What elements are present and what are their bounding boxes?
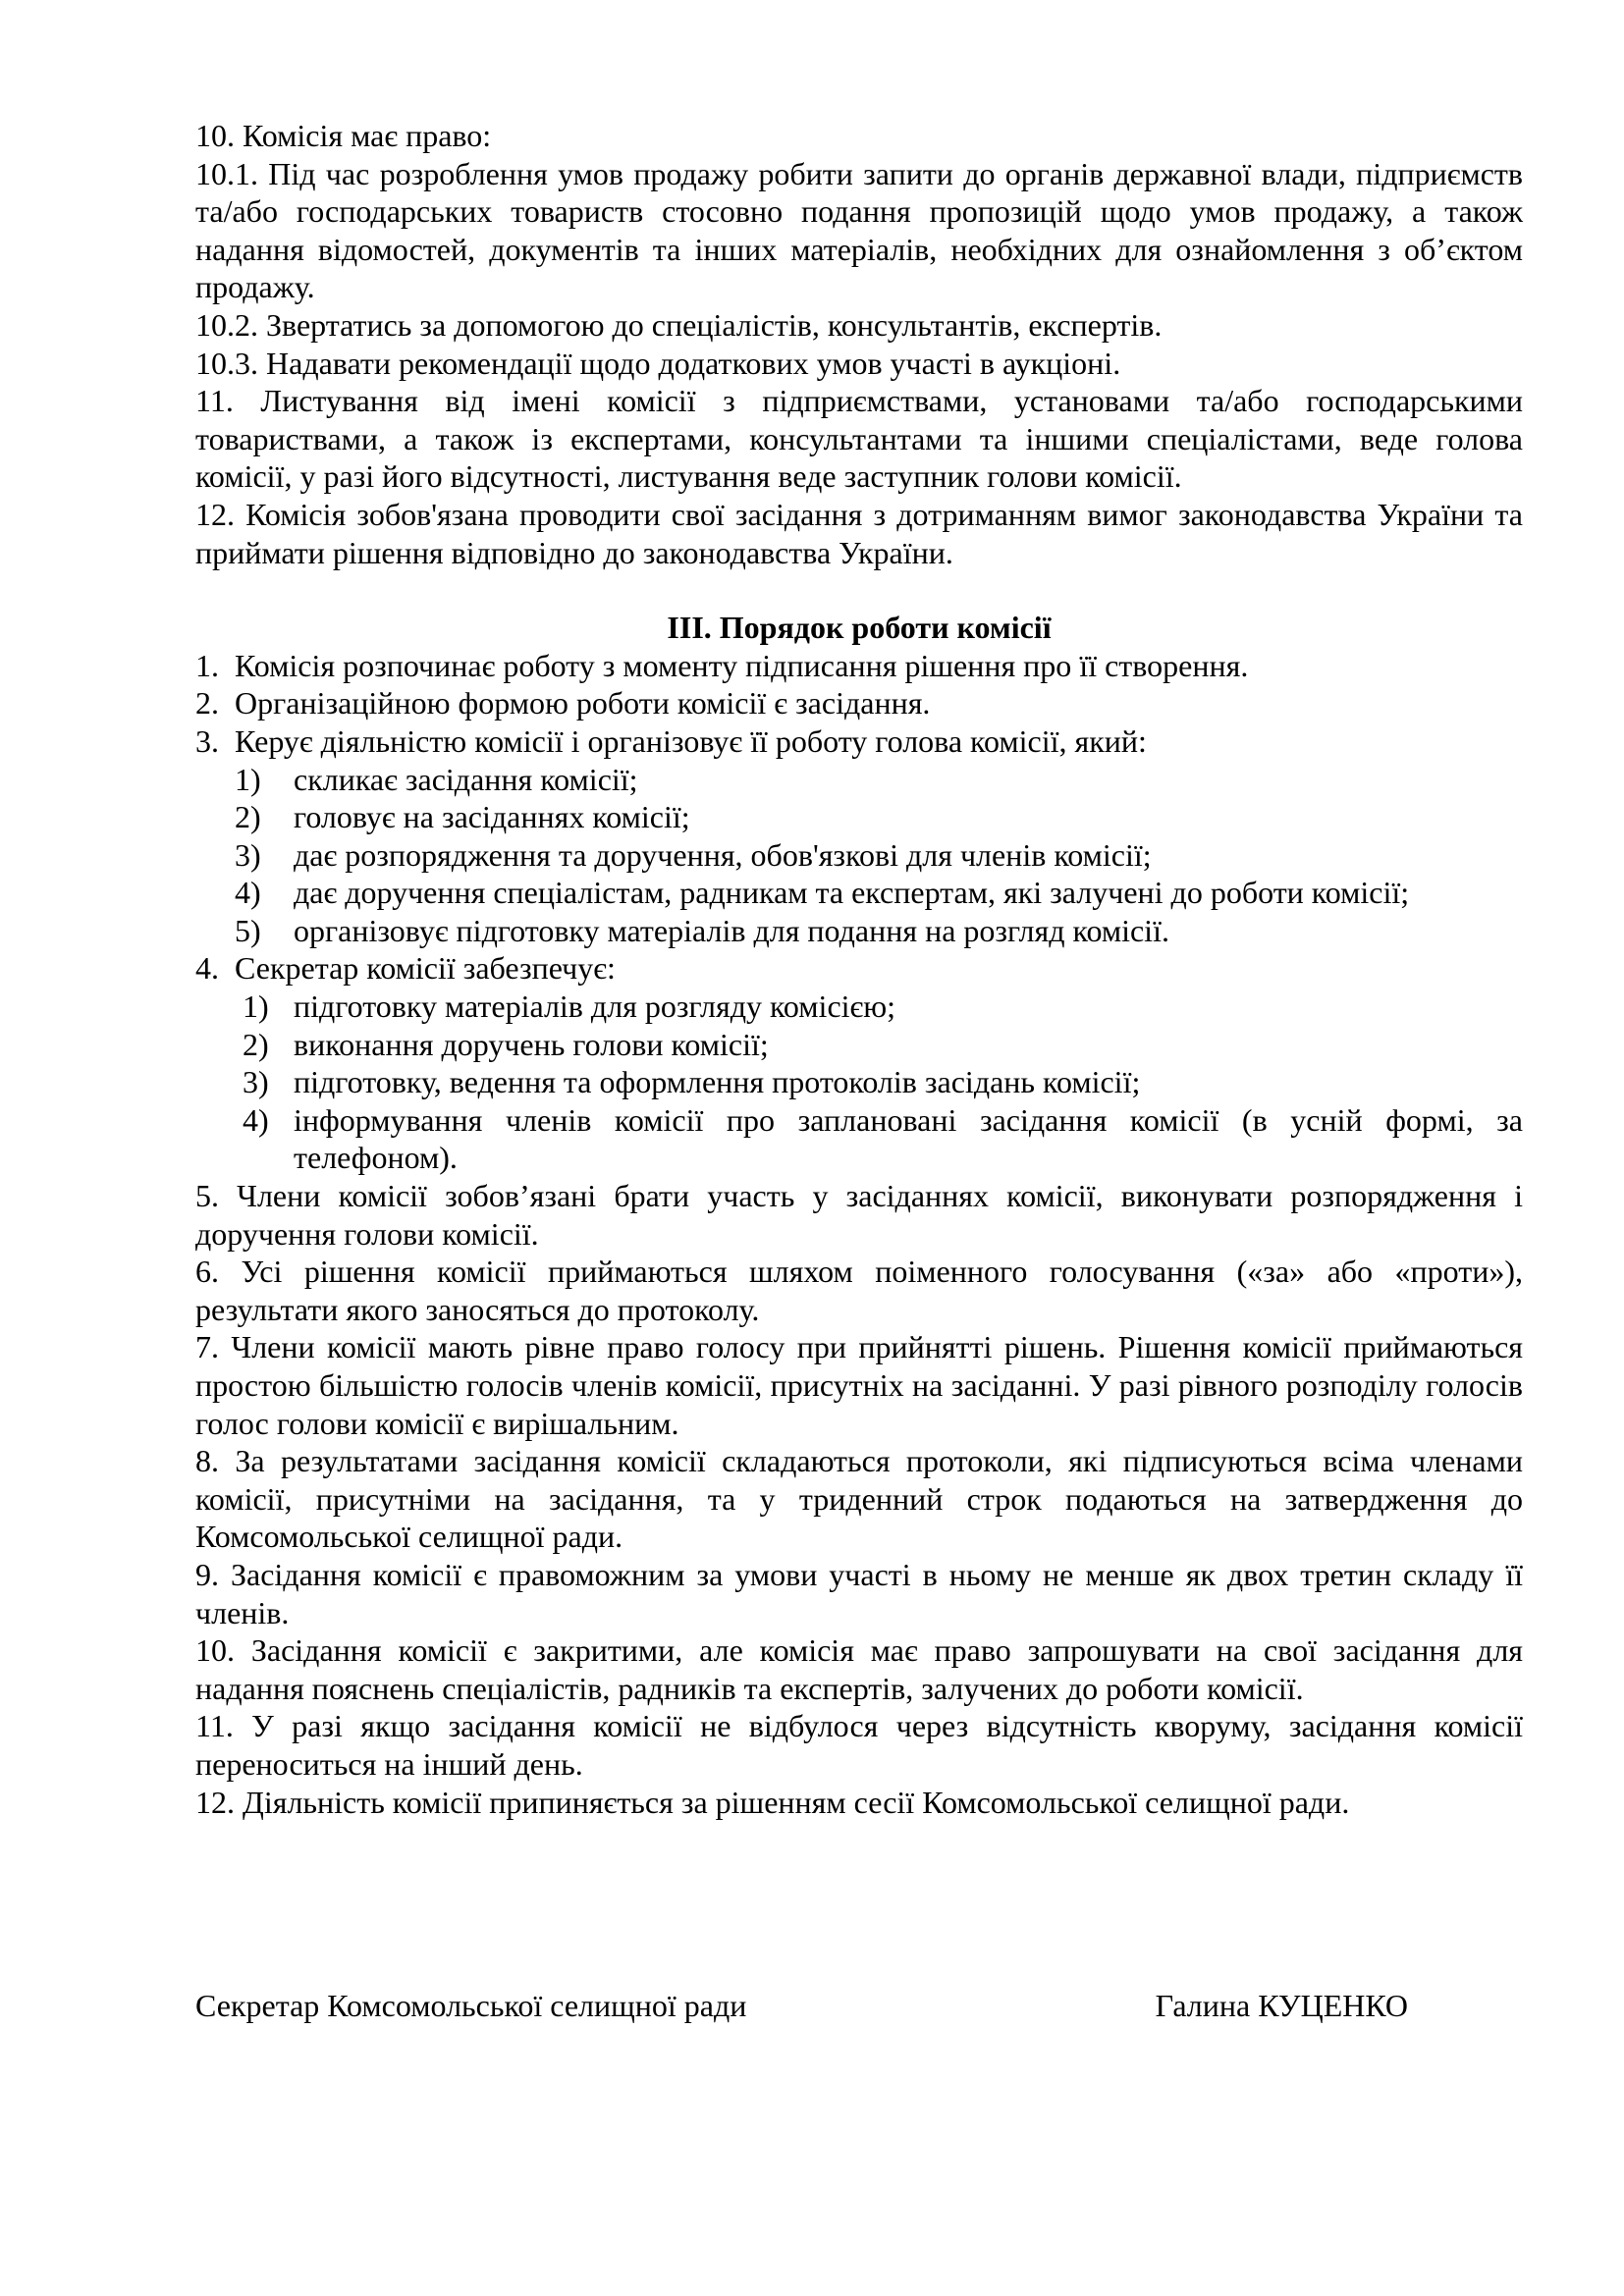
signatory-position: Секретар Комсомольської селищної ради <box>195 1988 747 2023</box>
sub-text: підготовку, ведення та оформлення протоколів засідань комісії; <box>294 1064 1141 1100</box>
secretary-duty-item <box>195 1101 1523 1177</box>
item-number: 3. <box>195 722 219 759</box>
item-number: 1. <box>195 647 219 683</box>
sub-number: 1) <box>243 988 269 1025</box>
sub-number: 4) <box>243 1101 269 1138</box>
rights-item-10: 10. Комісія має право: <box>195 118 492 153</box>
item-text: Керує діяльністю комісії і організовує її роботу голова комісії, який: <box>235 722 1147 759</box>
chair-duty-item <box>195 761 1523 799</box>
procedure-item <box>195 949 1523 988</box>
signatory-name: Галина КУЦЕНКО <box>1155 1988 1408 2023</box>
item-text: Організаційною формою роботи комісії є засідання. <box>235 685 931 721</box>
sub-text: виконання доручень голови комісії; <box>294 1026 769 1062</box>
sub-number: 2) <box>243 1026 269 1062</box>
section-3-heading: ІІІ. Порядок роботи комісії <box>667 610 1052 646</box>
signature-block <box>195 1987 1408 2025</box>
procedure-paragraph-10: 10. Засідання комісії є закритими, але комісія має право запрошувати на свої засідання для надання пояснень спеціалістів, радників та експертів, залучених до роботи комісії. <box>195 1632 1523 1706</box>
sub-text: головує на засіданнях комісії; <box>294 799 690 835</box>
document-body <box>195 117 1523 1821</box>
rights-item-12: 12. Комісія зобов'язана проводити свої засідання з дотриманням вимог законодавства України та приймати рішення відповідно до законодавства України. <box>195 496 1523 570</box>
rights-item-10-1: 10.1. Під час розроблення умов продажу робити запити до органів державної влади, підприємств та/або господарських товариств стосовно подання пропозицій щодо умов продажу, а також надання відомостей, документів та інших матеріалів, необхідних для ознайомлення з об’єктом продажу. <box>195 155 1523 305</box>
procedure-item <box>195 722 1523 761</box>
procedure-item <box>195 684 1523 722</box>
rights-item-10-3: 10.3. Надавати рекомендації щодо додаткових умов участі в аукціоні. <box>195 345 1121 381</box>
procedure-paragraph-5: 5. Члени комісії зобов’язані брати участь у засіданнях комісії, виконувати розпорядження і доручення голови комісії. <box>195 1178 1523 1252</box>
rights-item-10-2: 10.2. Звертатись за допомогою до спеціалістів, консультантів, експертів. <box>195 306 1163 343</box>
chair-duty-item <box>195 874 1523 912</box>
item-number: 2. <box>195 685 219 721</box>
sub-number: 1) <box>235 761 261 797</box>
sub-text: скликає засідання комісії; <box>294 761 638 797</box>
procedure-paragraph-11: 11. У разі якщо засідання комісії не відбулося через відсутність кворуму, засідання комісії переноситься на інший день. <box>195 1708 1523 1782</box>
secretary-duty-item <box>195 988 1523 1026</box>
sub-text: підготовку матеріалів для розгляду комісією; <box>294 988 896 1025</box>
procedure-paragraph-9: 9. Засідання комісії є правоможним за умови участі в ньому не менше як двох третин складу її членів. <box>195 1556 1523 1630</box>
secretary-duty-item <box>195 1063 1523 1101</box>
item-text: Секретар комісії забезпечує: <box>235 950 616 987</box>
sub-number: 5) <box>235 912 261 948</box>
sub-number: 4) <box>235 875 261 911</box>
procedure-paragraph-6: 6. Усі рішення комісії приймаються шляхом поіменного голосування («за» або «проти»), результати якого заносяться до протоколу. <box>195 1254 1523 1327</box>
rights-item-11: 11. Листування від імені комісії з підприємствами, установами та/або господарськими товариствами, а також із експертами, консультантами та іншими спеціалістами, веде голова комісії, у разі його відсутності, листування веде заступник голови комісії. <box>195 383 1523 495</box>
procedure-paragraph-7: 7. Члени комісії мають рівне право голосу при прийнятті рішень. Рішення комісії приймаються простою більшістю голосів членів комісії, присутніх на засіданні. У разі рівного розподілу голосів голос голови комісії є вирішальним. <box>195 1329 1523 1441</box>
sub-number: 2) <box>235 799 261 835</box>
procedure-paragraph-8: 8. За результатами засідання комісії складаються протоколи, які підписуються всіма членами комісії, присутніми на засідання, та у триденний строк подаються на затвердження до Комсомольської селищної ради. <box>195 1443 1523 1555</box>
sub-text: організовує підготовку матеріалів для подання на розгляд комісії. <box>294 912 1169 948</box>
sub-text: інформування членів комісії про заплановані засідання комісії (в усній формі, за телефоном). <box>294 1101 1523 1176</box>
procedure-item <box>195 647 1523 685</box>
sub-number: 3) <box>235 836 261 873</box>
chair-duty-item <box>195 836 1523 875</box>
sub-number: 3) <box>243 1064 269 1100</box>
chair-duty-item <box>195 912 1523 950</box>
chair-duty-item <box>195 798 1523 836</box>
item-number: 4. <box>195 950 219 987</box>
sub-text: дає доручення спеціалістам, радникам та експертам, які залучені до роботи комісії; <box>294 875 1410 911</box>
sub-text: дає розпорядження та доручення, обов'язкові для членів комісії; <box>294 836 1152 873</box>
secretary-duty-item <box>195 1026 1523 1064</box>
item-text: Комісія розпочинає роботу з моменту підписання рішення про її створення. <box>235 647 1249 683</box>
procedure-paragraph-12: 12. Діяльність комісії припиняється за рішенням сесії Комсомольської селищної ради. <box>195 1784 1350 1820</box>
